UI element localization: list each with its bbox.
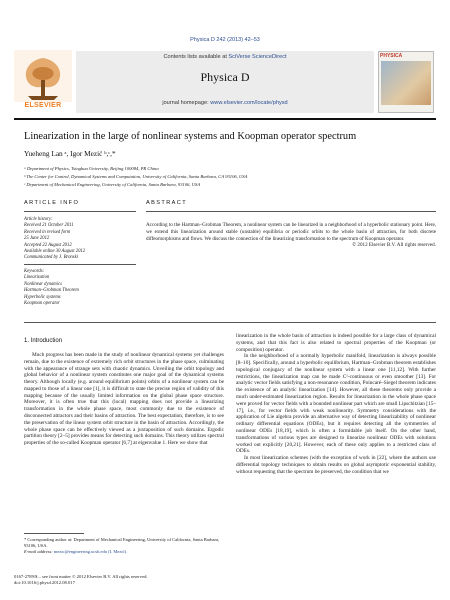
info-divider [24, 211, 136, 212]
history-divider [24, 264, 136, 265]
article-title: Linearization in the large of nonlinear systems and Koopman operator spectrum [24, 131, 357, 142]
keyword-item: Hyperbolic systems [24, 294, 61, 300]
cover-image [381, 61, 431, 105]
journal-homepage [76, 100, 374, 106]
article-authors: Yueheng Lan ᵃ, Igor Mezić ᵇ,ᶜ,* [24, 149, 116, 158]
body-paragraph: In the neighborhood of a normally hyperbolic manifold, linearization is always possible [8–10]. Specifically, around a hyperbolic equilibrium, Hartman–Grobman theorem establishes topological conjugacy of the nonlinear system with a linear one [11,12]. With further restrictions, the linearization map can be made C¹-continuous or even smoother [13]. For analytic vector fields satisfying a non-resonance condition, Poincaré–Siegel theorem indicates the existence of an analytic linearization [14]. However, all these theorems only provide a much under-estimated linearization region. Results for linearization in the whole phase space were proved for vector fields with a bounded nonlinear part which are small Lipschitzian [15–17], i.e., for vector fields with weak nonlinearity. Symmetry considerations with the application of Lie algebra provide an alternative way of detecting linearizability of nonlinear ordinary differential equations (ODEs), but it requires detecting all the symmetries of nonlinear ODEs [18,19], which is often a formidable job itself. On the other hand, transformations of various types are designed to linearize nonlinear ODEs with solutions worked out explicitly [20,21]. However, each of these only applies to a restricted class of ODEs. [236, 353, 436, 455]
keyword-item: Linearization [24, 275, 50, 281]
sciencedirect-link[interactable]: SciVerse ScienceDirect [228, 54, 287, 60]
history-entry: Available online 30 August 2012 [24, 249, 86, 255]
corresponding-author-footnote [24, 537, 224, 555]
journal-name: Physica D [200, 70, 250, 84]
homepage-prefix: journal homepage: [162, 100, 211, 106]
abstract-divider [146, 211, 436, 212]
body-left-column [24, 352, 224, 447]
body-paragraph: In most linearization schemes (with the exception of work in [22], where the authors use differential topology techniques to obtain results on global asymptotic exponential stability, without requesting that the spectrum be preserved, the condition that we [236, 455, 436, 475]
keyword-item: Hartman–Grobman Theorem [24, 288, 79, 294]
doi-link[interactable]: doi:10.1016/j.physd.2012.08.017 [14, 580, 75, 585]
abstract-body [146, 222, 436, 249]
affiliation-b: ᵇ The Center for Control, Dynamical Systems and Computation, University of California, Santa Barbara, CA 93106, USA [24, 174, 248, 179]
front-matter-notice: 0167-2789/$ – see front matter © 2012 Elsevier B.V. All rights reserved. [14, 574, 148, 579]
body-paragraph: linearization in the whole basin of attraction is indeed possible for a large class of dynamical systems, and that this fact is also related to spectral properties of the Koopman (or composition) operator. [236, 333, 436, 353]
history-entry: Received 21 October 2011 [24, 223, 74, 229]
history-entry: Received in revised form [24, 229, 71, 235]
abstract-end-divider [24, 322, 436, 323]
footnote-divider [24, 533, 84, 534]
body-paragraph: Much progress has been made in the study of nonlinear dynamical systems yet challenges remain, due to the existence of extremely rich orbit structures in the phase space, culminating with the appearance of strange sets with chaotic dynamics. Unveiling the orbit topology and global behavior of a nonlinear system constitutes one major goal of the dynamical systems theory. Although locally (e.g. around equilibrium points) orbits of a nonlinear system can be mapped to those of a linear one [1], it is difficult to state the precise region of validity of this mapping because of the usually limited information on the global phase space structure. Moreover, it is often true that this (local) mapping does not provide a linearizing transformation in the whole phase space, most commonly due to the existence of disconnected attractors and their basins of attraction. The best expectation, therefore, is to see the preservation of the linear system orbit structure in the basin of attraction. Accordingly, the whole phase space can be effectively viewed as a juxtaposition of such domains. Ergodic partition theory [2–5] provides means for detecting such domains. This theory utilizes spectral properties of the so-called Koopman operator [6,7] at eigenvalue 1. Here we show that [24, 352, 224, 447]
keywords-list [24, 269, 136, 307]
history-entry: Accepted 22 August 2012 [24, 242, 72, 248]
copyright-notice: © 2012 Elsevier B.V. All rights reserved. [352, 242, 436, 249]
page-footer [14, 574, 224, 586]
contents-availability [76, 54, 374, 60]
affiliation-c: ᶜ Department of Mechanical Engineering, University of California, Santa Barbara, 93106, USA [24, 182, 201, 187]
section-heading-introduction: 1. Introduction [24, 338, 63, 344]
elsevier-tree-logo [14, 50, 72, 102]
history-entry: 25 June 2012 [24, 236, 50, 242]
email-line [24, 549, 224, 555]
header-divider [14, 118, 436, 120]
keywords-label: Keywords: [24, 269, 45, 274]
body-right-column [236, 333, 436, 475]
keyword-item: Koopman operator [24, 301, 60, 307]
affiliation-a: ᵃ Department of Physics, Tsinghua University, Beijing 100084, PR China [24, 166, 159, 171]
email-label: E-mail address: [24, 549, 54, 554]
cover-title: PHYSICA [380, 53, 403, 59]
history-label: Article history: [24, 217, 53, 222]
contents-prefix: Contents lists available at [163, 54, 229, 60]
keyword-item: Nonlinear dynamics [24, 281, 62, 287]
article-info-heading: ARTICLE INFO [24, 200, 80, 206]
abstract-heading: ABSTRACT [146, 200, 188, 206]
article-history [24, 217, 136, 262]
abstract-text: According to the Hartman–Grobman Theorem, a nonlinear system can be linearized in a neighborhood of a hyperbolic stationary point. Here, we extend this linearization around stable (unstable) equilibria or periodic orbits to the whole basin of attraction, for both discrete diffeomorphisms and flows. We discuss the connection of the linearizing transformation to the spectrum of Koopman operator. [146, 222, 436, 242]
email-address[interactable]: mezic@engineering.ucsb.edu (I. Mezić). [53, 549, 128, 554]
homepage-link[interactable]: www.elsevier.com/locate/physd [210, 100, 288, 106]
journal-citation[interactable]: Physica D 242 (2013) 42–53 [190, 37, 260, 43]
footnote-text: * Corresponding author at: Department of Mechanical Engineering, University of California, Santa Barbara, 93106, USA. [24, 537, 220, 548]
history-entry: Communicated by J. Bronski [24, 255, 78, 261]
publisher-name: ELSEVIER [24, 102, 62, 109]
